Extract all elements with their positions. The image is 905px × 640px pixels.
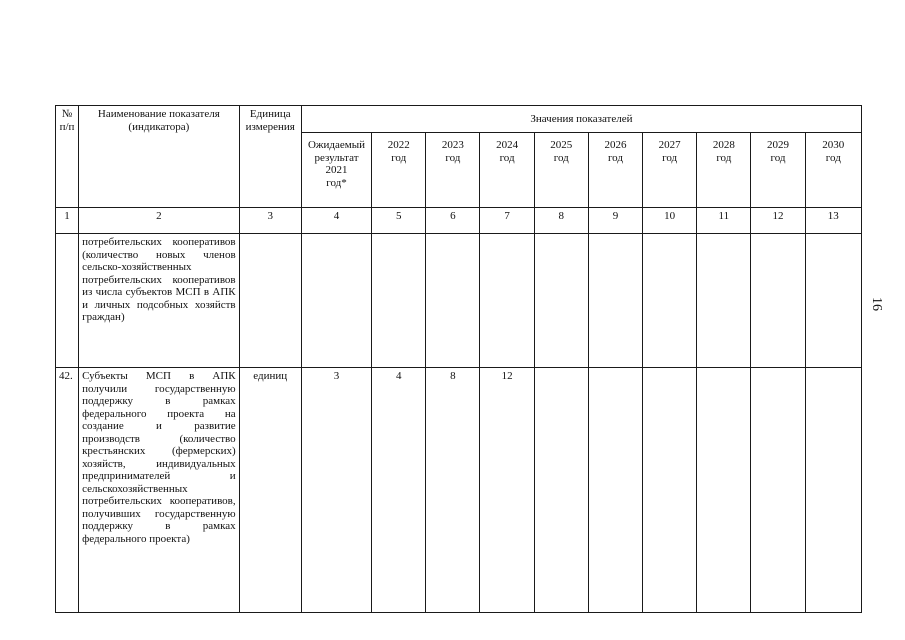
header-name: Наименование показателя (индикатора)	[79, 106, 240, 208]
table-row	[56, 368, 862, 613]
header-year-2029: 2029 год	[751, 133, 805, 208]
value-cell	[301, 234, 371, 368]
header-year-2025: 2025 год	[534, 133, 588, 208]
column-number: 10	[643, 208, 697, 234]
header-year-2022: 2022 год	[372, 133, 426, 208]
value-cell	[805, 234, 861, 368]
column-number: 3	[239, 208, 301, 234]
header-num: № п/п	[56, 106, 79, 208]
indicator-name: Субъекты МСП в АПК получили государственную поддержку в рамках федерального проекта на создание и развитие производств (количество крестьянских (фермерских) хозяйств, индивидуальных предпринимателей и сельскохозяйственных потребительских кооперативов, получивших государственную поддержку в рамках федерального проекта)	[79, 368, 240, 613]
row-num	[56, 234, 79, 368]
value-cell	[372, 234, 426, 368]
header-year-2027: 2027 год	[643, 133, 697, 208]
value-cell	[697, 234, 751, 368]
value-cell: 4	[372, 368, 426, 613]
indicator-name: потребительских кооперативов (количество новых членов сельско-хозяйственных потребительских кооперативов из числа субъектов МСП в АПК и личных подсобных хозяйств граждан)	[79, 234, 240, 368]
header-values: Значения показателей	[301, 106, 861, 133]
indicators-table	[55, 105, 862, 613]
header-unit: Единица измерения	[239, 106, 301, 208]
value-cell	[426, 234, 480, 368]
header-year-2023: 2023 год	[426, 133, 480, 208]
value-cell	[534, 368, 588, 613]
indicator-unit	[239, 234, 301, 368]
value-cell	[643, 234, 697, 368]
row-num: 42.	[56, 368, 79, 613]
header-year-2030: 2030 год	[805, 133, 861, 208]
table-row	[56, 234, 862, 368]
column-number: 2	[79, 208, 240, 234]
value-cell	[697, 368, 751, 613]
value-cell	[751, 234, 805, 368]
column-number: 12	[751, 208, 805, 234]
header-year-2028: 2028 год	[697, 133, 751, 208]
column-number-row	[56, 208, 862, 234]
column-number: 9	[588, 208, 642, 234]
value-cell	[751, 368, 805, 613]
value-cell	[534, 234, 588, 368]
value-cell: 8	[426, 368, 480, 613]
value-cell	[805, 368, 861, 613]
header-year-2024: 2024 год	[480, 133, 534, 208]
column-number: 4	[301, 208, 371, 234]
value-cell	[480, 234, 534, 368]
header-year-2021: Ожидаемый результат 2021 год*	[301, 133, 371, 208]
column-number: 13	[805, 208, 861, 234]
value-cell	[588, 234, 642, 368]
column-number: 1	[56, 208, 79, 234]
value-cell: 12	[480, 368, 534, 613]
column-number: 5	[372, 208, 426, 234]
column-number: 6	[426, 208, 480, 234]
column-number: 8	[534, 208, 588, 234]
column-number: 11	[697, 208, 751, 234]
value-cell	[588, 368, 642, 613]
header-year-2026: 2026 год	[588, 133, 642, 208]
page-number: 16	[869, 297, 884, 311]
value-cell	[643, 368, 697, 613]
column-number: 7	[480, 208, 534, 234]
indicator-unit: единиц	[239, 368, 301, 613]
value-cell: 3	[301, 368, 371, 613]
